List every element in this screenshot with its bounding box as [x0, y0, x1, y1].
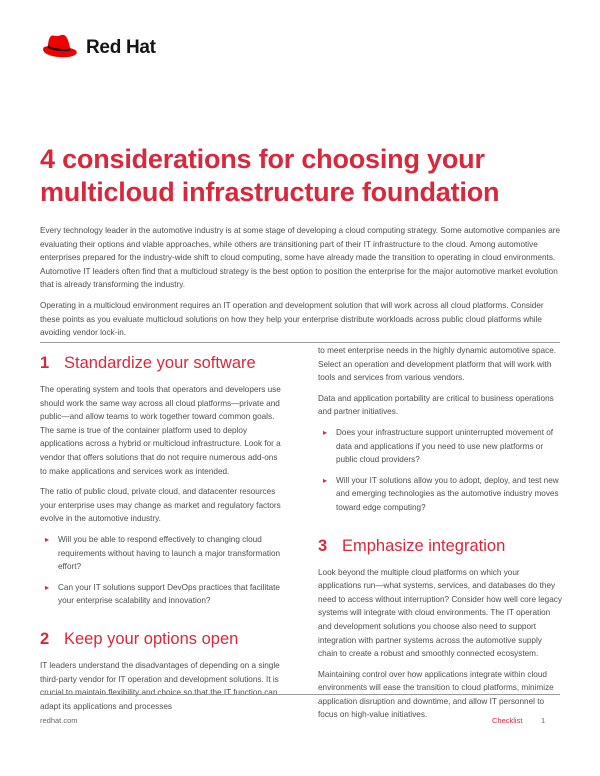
chevron-right-icon: ▸	[323, 475, 328, 485]
section-paragraph: IT leaders understand the disadvantages of depending on a single third-party vendor for IT operation and development solutions. It is crucial to maintain flexibility and choice so that the IT function can adapt its applications and processes	[40, 660, 280, 711]
brand-name: Red Hat	[86, 36, 156, 58]
question-text: Does your infrastructure support uninterrupted movement of data and applications if you need to use new platforms or public cloud providers?	[336, 427, 554, 465]
question-item	[45, 581, 284, 608]
intro	[40, 224, 562, 347]
section-number: 2	[40, 629, 50, 648]
section-2	[40, 628, 284, 713]
section-paragraph: Maintaining control over how applications integrate within cloud environments will ease the transition to cloud platforms, minimize application disruption and downtime, and allow IT personnel to focus on high-value initiatives.	[318, 669, 554, 720]
question-item	[323, 426, 562, 467]
intro-paragraph: Every technology leader in the automotive industry is at some stage of developing a cloud computing strategy. Some automotive companies are evaluating their options and viable approaches, while others are transitioning part of their IT infrastructure to the cloud. Among automotive enterprises prepared for the industry-wide shift to cloud computing, some have already made the transition to operating in cloud environments. Automotive IT leaders often find that a multicloud strategy is the best option to position the enterprise for the major automotive market evolution that is already transforming the industry.	[40, 226, 561, 290]
bottom-divider	[40, 694, 560, 695]
section-paragraph: The operating system and tools that operators and developers use should work the same way across all cloud platforms—private and public—and allow teams to work together toward common goals. The same is true of the container platform used to deploy applications across a hybrid or multicloud infrastructure. Look for a vendor that offers solutions that do not require numerous add-ons to make applications and services work as intended.	[40, 385, 281, 476]
top-divider	[40, 342, 560, 343]
section-number: 3	[318, 536, 328, 555]
question-text: Will you be able to respond effectively to changing cloud requirements without having to launch a major transformation effort?	[58, 534, 281, 572]
section-number: 1	[40, 354, 50, 372]
question-item	[323, 474, 562, 515]
red-hat-logo	[40, 30, 156, 65]
footer-page-number: 1	[541, 716, 546, 725]
section-1	[40, 352, 284, 608]
red-fedora-hat-icon	[40, 30, 80, 65]
section-title: Emphasize integration	[342, 536, 506, 555]
right-column	[318, 344, 562, 729]
chevron-right-icon: ▸	[45, 582, 50, 592]
section-paragraph: Data and application portability are critical to business operations and partner initiatives.	[318, 393, 554, 417]
section-paragraph: to meet enterprise needs in the highly dynamic automotive space. Select an operation and development platform that will work with tools and services from various vendors.	[318, 346, 557, 383]
question-item	[45, 533, 284, 574]
section-title: Standardize your software	[64, 354, 256, 372]
section-heading	[318, 535, 562, 557]
section-heading	[40, 352, 284, 374]
chevron-right-icon: ▸	[323, 427, 328, 437]
footer-doc-type: Checklist	[492, 716, 523, 725]
chevron-right-icon: ▸	[45, 534, 50, 544]
intro-paragraph: Operating in a multicloud environment requires an IT operation and development solution that will work across all cloud platforms. Consider these points as you evaluate multicloud solutions on how they help your enterprise distribute workloads across public cloud platforms while avoiding vendor lock-in.	[40, 300, 544, 338]
section-paragraph: Look beyond the multiple cloud platforms on which your applications run—what systems, services, and databases do they need to access without interruption? Consider how well core legacy systems will integrate with cloud environments. The IT operation and development solutions you choose also need to support integration with partner systems across the automotive supply chain to create a robust and smoothly connected ecosystem.	[318, 567, 562, 659]
section-title: Keep your options open	[64, 629, 239, 648]
question-text: Can your IT solutions support DevOps practices that facilitate your enterprise scalability and innovation?	[58, 582, 280, 606]
section-paragraph: The ratio of public cloud, private cloud, and datacenter resources your enterprise uses may change as market and regulatory factors evolve in the automotive industry.	[40, 487, 281, 524]
footer-site-link[interactable]: redhat.com	[40, 716, 78, 725]
question-list	[40, 533, 284, 608]
left-column	[40, 352, 284, 720]
question-text: Will your IT solutions allow you to adopt, deploy, and test new and emerging technologies as the automotive industry moves toward edge computing?	[336, 475, 559, 512]
section-heading	[40, 628, 284, 650]
page-title: 4 considerations for choosing your multicloud infrastructure foundation	[40, 144, 500, 207]
question-list	[318, 426, 562, 515]
